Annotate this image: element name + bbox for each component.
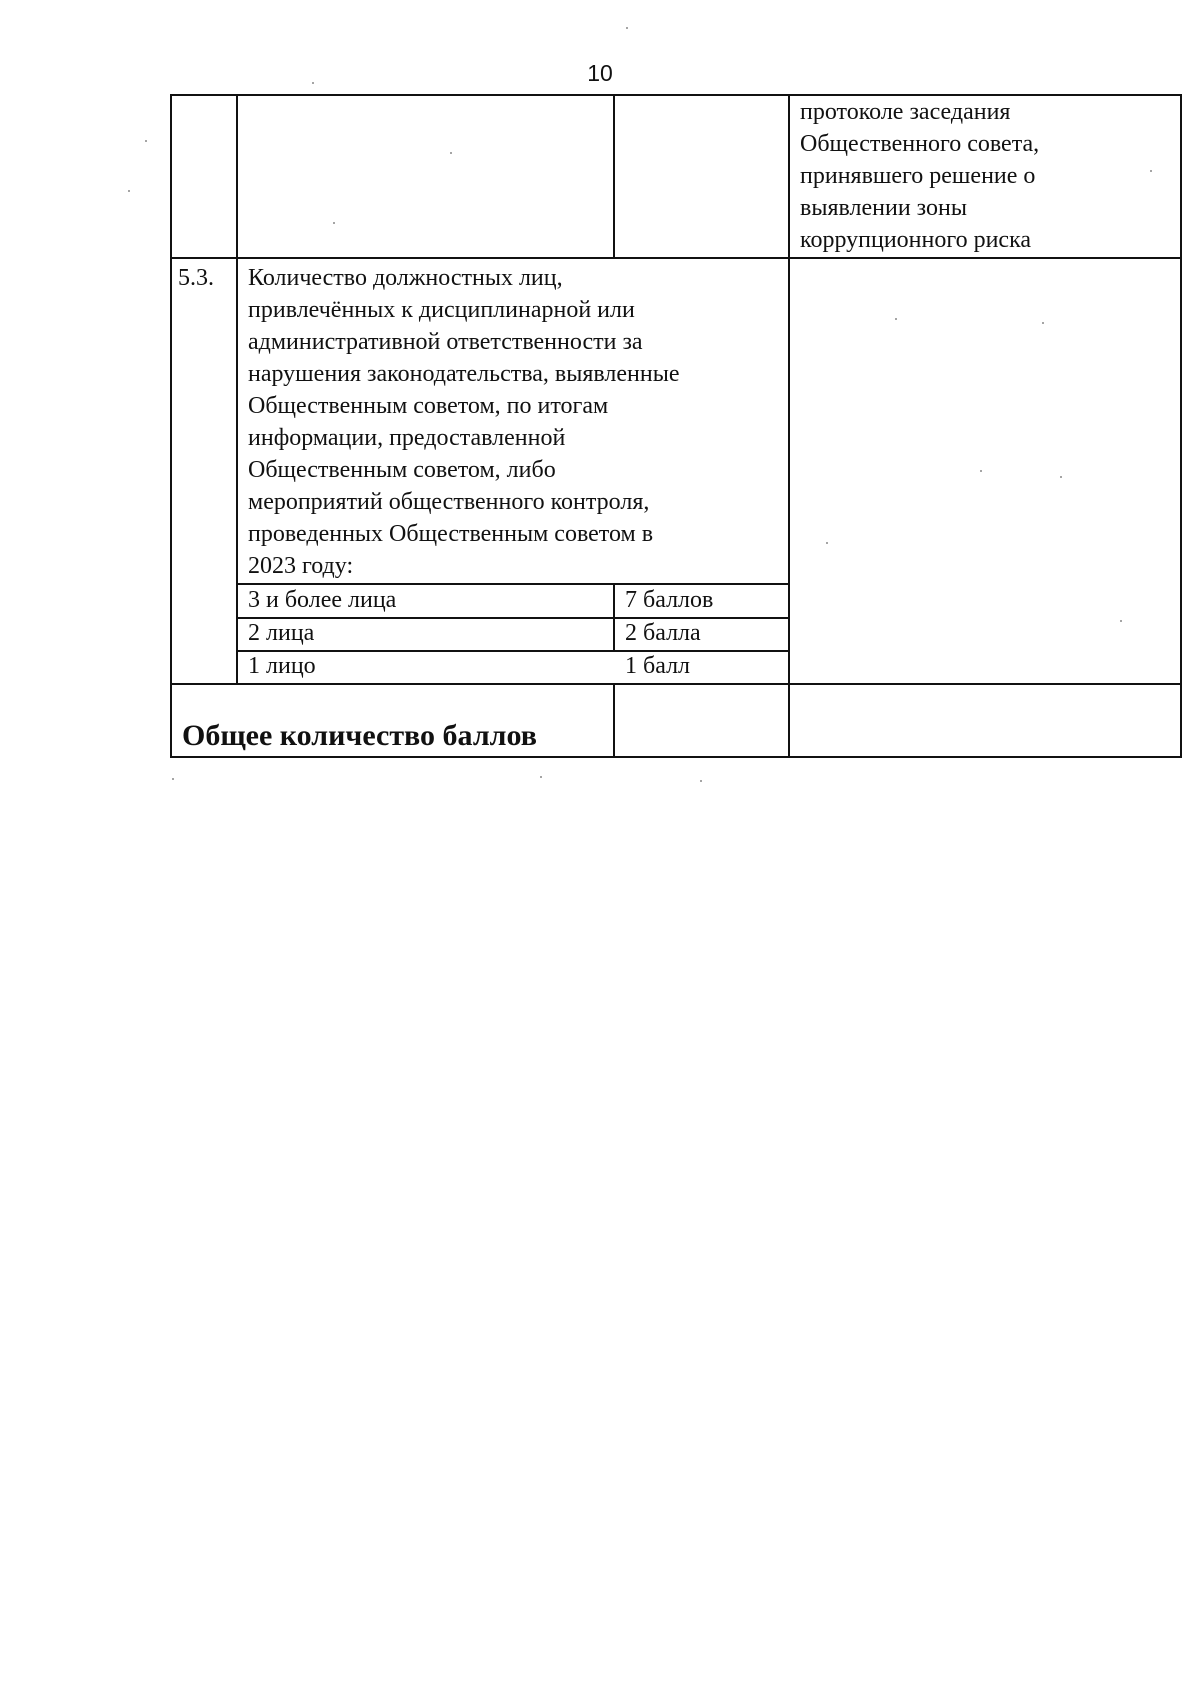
criteria-condition: 3 и более лица <box>248 587 397 613</box>
col-divider-comment <box>788 94 790 758</box>
scan-speck <box>1120 620 1122 622</box>
scan-speck <box>145 140 147 142</box>
criteria-score: 2 балла <box>625 620 701 646</box>
description-line: привлечённых к дисциплинарной или <box>248 297 635 323</box>
scan-speck <box>1060 476 1062 478</box>
scan-speck <box>128 190 130 192</box>
col-divider-score-criteria <box>613 583 615 652</box>
criteria-divider-3 <box>236 650 790 652</box>
scan-speck <box>450 152 452 154</box>
description-line: мероприятий общественного контроля, <box>248 489 650 515</box>
scan-speck <box>980 470 982 472</box>
scan-speck <box>826 542 828 544</box>
continuation-line: коррупционного риска <box>800 227 1032 253</box>
criteria-divider-2 <box>236 617 790 619</box>
table-border-right <box>1180 94 1182 758</box>
scan-speck <box>172 778 174 780</box>
scan-speck <box>895 318 897 320</box>
row-divider-1 <box>170 257 1182 259</box>
scan-speck <box>312 82 314 84</box>
continuation-line: Общественного совета, <box>800 131 1040 157</box>
col-divider-number <box>236 94 238 684</box>
description-line: Количество должностных лиц, <box>248 265 563 291</box>
table-border-left <box>170 94 172 758</box>
item-number: 5.3. <box>178 265 214 291</box>
scan-speck <box>626 27 628 29</box>
scan-speck <box>1042 322 1044 324</box>
scan-speck <box>333 222 335 224</box>
row-divider-2 <box>170 683 1182 685</box>
description-line: нарушения законодательства, выявленные <box>248 361 680 387</box>
description-line: административной ответственности за <box>248 329 643 355</box>
criteria-condition: 2 лица <box>248 620 315 646</box>
continuation-line: принявшего решение о <box>800 163 1036 189</box>
scoring-table <box>170 94 1182 758</box>
criteria-score: 1 балл <box>625 653 691 679</box>
scan-speck <box>540 776 542 778</box>
criteria-score: 7 баллов <box>625 587 714 613</box>
description-line: 2023 году: <box>248 553 354 579</box>
col-divider-score-top <box>613 94 615 258</box>
continuation-line: выявлении зоны <box>800 195 967 221</box>
page-number: 10 <box>587 60 613 86</box>
description-line: Общественным советом, по итогам <box>248 393 609 419</box>
description-line: проведенных Общественным советом в <box>248 521 654 547</box>
col-divider-score-total <box>613 683 615 758</box>
scan-speck <box>1150 170 1152 172</box>
continuation-line: протоколе заседания <box>800 99 1011 125</box>
table-border-top <box>170 94 1182 96</box>
criteria-condition: 1 лицо <box>248 653 316 679</box>
total-label: Общее количество баллов <box>182 719 537 752</box>
scan-speck <box>700 780 702 782</box>
description-line: Общественным советом, либо <box>248 457 556 483</box>
description-line: информации, предоставленной <box>248 425 566 451</box>
table-border-bottom <box>170 756 1182 758</box>
